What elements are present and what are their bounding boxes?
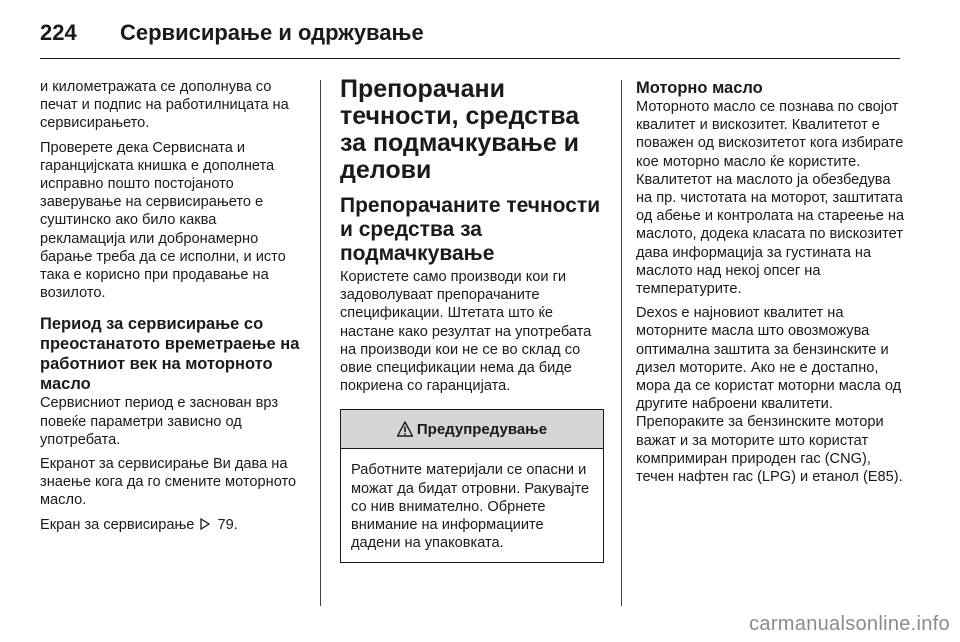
cross-reference-page: 79. — [217, 516, 238, 533]
paragraph: Моторното масло се познава по својот квалитет и вискозитет. Квалитетот е поважен од вискозитетот кога избирате кое моторно масло ќе користите. Квалитетот на маслото ја обезбедува на пр. чистотата на моторот, заштитата од абење и контролата на стареење на маслото, додека класата по вискозитет дава информација за густината на маслото над некој опсег на температурите. — [636, 99, 905, 298]
page-header — [40, 12, 900, 52]
paragraph: Сервисниот период е заснован врз повеќе параметри зависно од употребата. — [40, 395, 279, 448]
warning-header — [341, 410, 603, 449]
section-title: Препорачаните течности и средства за подмачкување — [340, 194, 601, 265]
column-divider-1 — [320, 80, 321, 606]
column-left — [40, 78, 302, 540]
paragraph: и километражата се дополнува со печат и подпис на работилницата на сервисирањето. — [40, 79, 289, 132]
warning-box — [340, 409, 604, 563]
column-middle — [340, 75, 604, 563]
warning-triangle-icon — [397, 421, 413, 437]
section-heading: Моторно масло — [636, 79, 763, 97]
cross-reference-label: Екран за сервисирање — [40, 516, 195, 533]
paragraph: Dexos е најновиот квалитет на моторните масла што овозможува оптимална заштита за бензинските и дизел моторите. Ако не е достапно, мора да се користат моторни масла од другите наброени квалитети. Препораките за бензинските мотори важат и за моторите што користат компримиран природен гас (CNG), течен нафтен гас (LPG) и етанол (E85). — [636, 305, 903, 486]
header-divider — [40, 58, 900, 59]
column-right — [636, 78, 906, 492]
paragraph: Користете само производи кои ги задоволуваат препорачаните спецификации. Штетата што ќе настане како резултат на употребата на производи кои не се во склад со овие спецификации нема да биде покриена со гаранцијата. — [340, 269, 592, 395]
column-divider-2 — [621, 80, 622, 606]
page-number: 224 — [40, 20, 77, 45]
warning-text: Работните материјали се опасни и можат да бидат отровни. Ракувајте со нив внимателно. Обрнете внимание на информациите дадени на упаковката. — [351, 462, 590, 552]
cross-reference[interactable] — [40, 516, 302, 534]
paragraph: Проверете дека Сервисната и гаранцијската книшка е дополнета исправно пошто постојаното заверување на сервисирањето е суштинско ако било каква рекламација или добронамерно барање треба да се исполни, и исто така е корисно при продавање на возилото. — [40, 139, 286, 302]
chapter-title: Препорачани течности, средства за подмачкување и делови — [340, 75, 580, 184]
watermark: carmanualsonline.info — [749, 613, 950, 635]
section-heading: Период за сервисирање со преостанатото времетраење на работниот век на моторното масло — [40, 315, 300, 394]
warning-body — [341, 449, 603, 562]
paragraph: Екранот за сервисирање Ви дава на знаење кога да го смените моторното масло. — [40, 456, 297, 509]
page-title: Сервисирање и одржување — [120, 20, 424, 45]
cross-reference-arrow-icon — [200, 518, 210, 530]
warning-title: Предупредување — [416, 420, 548, 438]
